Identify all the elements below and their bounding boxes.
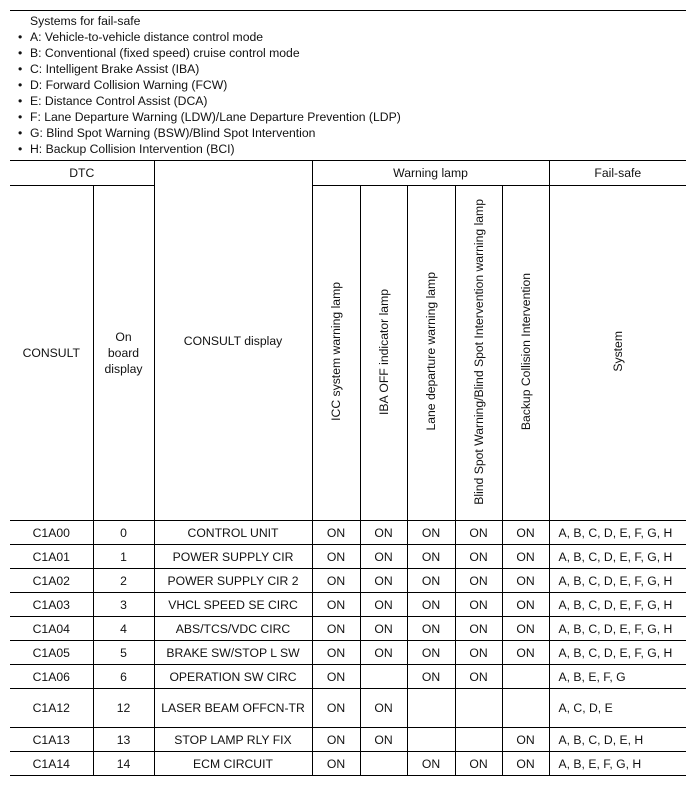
bci-cell: ON <box>502 593 549 617</box>
display-cell: VHCL SPEED SE CIRC <box>154 593 312 617</box>
systems-list-item <box>18 125 686 141</box>
onboard-header-line: board <box>107 346 140 360</box>
lane-cell: ON <box>407 617 455 641</box>
bci-cell: ON <box>502 545 549 569</box>
icc-lamp-header <box>312 186 360 521</box>
display-cell: CONTROL UNIT <box>154 521 312 545</box>
display-cell: OPERATION SW CIRC <box>154 665 312 689</box>
icc-cell: ON <box>312 593 360 617</box>
onboard-header-line: On <box>115 330 132 344</box>
iba-cell: ON <box>360 617 407 641</box>
lane-cell: ON <box>407 593 455 617</box>
bsw-lamp-header-text: Blind Spot Warning/Blind Spot Intervention warning lamp <box>471 198 486 505</box>
systems-list-item <box>18 109 686 125</box>
bsw-cell <box>455 728 502 752</box>
iba-cell <box>360 665 407 689</box>
bci-cell: ON <box>502 569 549 593</box>
display-cell: BRAKE SW/STOP L SW <box>154 641 312 665</box>
table-row <box>10 728 686 752</box>
bullet-icon: • <box>18 62 23 76</box>
display-cell: ECM CIRCUIT <box>154 752 312 776</box>
bci-cell: ON <box>502 521 549 545</box>
display-cell: POWER SUPPLY CIR <box>154 545 312 569</box>
dtc-failsafe-table <box>10 160 686 776</box>
consult-cell: C1A14 <box>10 752 93 776</box>
iba-cell: ON <box>360 545 407 569</box>
onboard-cell: 1 <box>93 545 154 569</box>
lane-lamp-header-text: Lane departure warning lamp <box>424 272 438 431</box>
lane-cell: ON <box>407 752 455 776</box>
consult-cell: C1A00 <box>10 521 93 545</box>
consult-cell: C1A05 <box>10 641 93 665</box>
table-row <box>10 617 686 641</box>
bci-cell: ON <box>502 752 549 776</box>
display-cell: STOP LAMP RLY FIX <box>154 728 312 752</box>
display-cell: LASER BEAM OFFCN-TR <box>154 689 312 728</box>
system-cell: A, B, C, D, E, F, G, H <box>549 569 686 593</box>
document-page <box>10 10 686 776</box>
lane-cell: ON <box>407 641 455 665</box>
system-cell: A, B, C, D, E, F, G, H <box>549 593 686 617</box>
systems-list-item <box>18 61 686 77</box>
systems-list-item-text: F: Lane Departure Warning (LDW)/Lane Departure Prevention (LDP) <box>30 110 401 124</box>
systems-list-item <box>18 93 686 109</box>
bullet-icon: • <box>18 110 23 124</box>
icc-lamp-header-text: ICC system warning lamp <box>329 282 343 421</box>
systems-list <box>18 29 686 157</box>
bci-cell: ON <box>502 641 549 665</box>
table-column-header-row <box>10 186 686 521</box>
system-cell: A, C, D, E <box>549 689 686 728</box>
bullet-icon: • <box>18 126 23 140</box>
systems-list-item-text: C: Intelligent Brake Assist (IBA) <box>30 62 200 76</box>
onboard-cell: 3 <box>93 593 154 617</box>
onboard-cell: 6 <box>93 665 154 689</box>
consult-cell: C1A03 <box>10 593 93 617</box>
table-row <box>10 641 686 665</box>
consult-cell: C1A12 <box>10 689 93 728</box>
bullet-icon: • <box>18 78 23 92</box>
systems-list-item-text: B: Conventional (fixed speed) cruise control mode <box>30 46 300 60</box>
table-row <box>10 569 686 593</box>
bsw-cell: ON <box>455 545 502 569</box>
lane-cell: ON <box>407 665 455 689</box>
iba-lamp-header <box>360 186 407 521</box>
onboard-cell: 13 <box>93 728 154 752</box>
onboard-cell: 2 <box>93 569 154 593</box>
iba-cell: ON <box>360 689 407 728</box>
system-cell: A, B, C, D, E, F, G, H <box>549 617 686 641</box>
bci-lamp-header <box>502 186 549 521</box>
system-cell: A, B, C, D, E, F, G, H <box>549 545 686 569</box>
table-row <box>10 689 686 728</box>
lane-cell <box>407 728 455 752</box>
bullet-icon: • <box>18 94 23 108</box>
lane-cell <box>407 689 455 728</box>
consult-cell: C1A01 <box>10 545 93 569</box>
failsafe-systems-intro <box>10 11 686 160</box>
onboard-cell: 12 <box>93 689 154 728</box>
lane-cell: ON <box>407 569 455 593</box>
systems-list-item-text: G: Blind Spot Warning (BSW)/Blind Spot Intervention <box>30 126 316 140</box>
system-header-text: System <box>610 331 625 372</box>
systems-list-item <box>18 29 686 45</box>
systems-list-item-text: D: Forward Collision Warning (FCW) <box>30 78 228 92</box>
icc-cell: ON <box>312 728 360 752</box>
system-cell: A, B, C, D, E, F, G, H <box>549 641 686 665</box>
bsw-lamp-header <box>455 186 502 521</box>
bci-cell: ON <box>502 728 549 752</box>
system-cell: A, B, E, F, G <box>549 665 686 689</box>
bsw-cell: ON <box>455 569 502 593</box>
iba-cell <box>360 752 407 776</box>
onboard-cell: 14 <box>93 752 154 776</box>
system-cell: A, B, E, F, G, H <box>549 752 686 776</box>
bsw-cell: ON <box>455 641 502 665</box>
icc-cell: ON <box>312 569 360 593</box>
table-row <box>10 665 686 689</box>
iba-cell: ON <box>360 569 407 593</box>
icc-cell: ON <box>312 545 360 569</box>
display-cell: ABS/TCS/VDC CIRC <box>154 617 312 641</box>
iba-cell: ON <box>360 728 407 752</box>
bci-cell: ON <box>502 617 549 641</box>
iba-lamp-header-text: IBA OFF indicator lamp <box>376 288 391 415</box>
bullet-icon: • <box>18 30 23 44</box>
consult-cell: C1A02 <box>10 569 93 593</box>
onboard-cell: 5 <box>93 641 154 665</box>
systems-list-item <box>18 77 686 93</box>
consult-display-header: CONSULT display <box>154 161 312 521</box>
systems-list-item <box>18 45 686 61</box>
consult-cell: C1A04 <box>10 617 93 641</box>
system-cell: A, B, C, D, E, F, G, H <box>549 521 686 545</box>
icc-cell: ON <box>312 641 360 665</box>
bci-lamp-header-text: Backup Collision Intervention <box>518 272 533 431</box>
consult-cell: C1A13 <box>10 728 93 752</box>
iba-cell: ON <box>360 641 407 665</box>
bci-cell <box>502 665 549 689</box>
iba-cell: ON <box>360 521 407 545</box>
icc-cell: ON <box>312 665 360 689</box>
iba-cell: ON <box>360 593 407 617</box>
consult-header: CONSULT <box>10 186 93 521</box>
bsw-cell: ON <box>455 521 502 545</box>
table-row <box>10 521 686 545</box>
table-row <box>10 752 686 776</box>
bullet-icon: • <box>18 46 23 60</box>
display-cell: POWER SUPPLY CIR 2 <box>154 569 312 593</box>
icc-cell: ON <box>312 521 360 545</box>
lane-lamp-header <box>407 186 455 521</box>
bsw-cell: ON <box>455 617 502 641</box>
bsw-cell <box>455 689 502 728</box>
systems-list-item-text: A: Vehicle-to-vehicle distance control mode <box>30 30 264 44</box>
icc-cell: ON <box>312 689 360 728</box>
bullet-icon: • <box>18 142 23 156</box>
bci-cell <box>502 689 549 728</box>
table-row <box>10 593 686 617</box>
icc-cell: ON <box>312 752 360 776</box>
icc-cell: ON <box>312 617 360 641</box>
bsw-cell: ON <box>455 665 502 689</box>
onboard-header-line: display <box>104 362 143 376</box>
consult-cell: C1A06 <box>10 665 93 689</box>
table-group-header-row <box>10 161 686 186</box>
failsafe-group-header: Fail-safe <box>549 161 686 186</box>
systems-list-item <box>18 141 686 157</box>
onboard-cell: 0 <box>93 521 154 545</box>
dtc-group-header: DTC <box>10 161 154 186</box>
warning-lamp-group-header: Warning lamp <box>312 161 549 186</box>
onboard-display-header <box>93 186 154 521</box>
onboard-cell: 4 <box>93 617 154 641</box>
lane-cell: ON <box>407 545 455 569</box>
bsw-cell: ON <box>455 593 502 617</box>
table-row <box>10 545 686 569</box>
bsw-cell: ON <box>455 752 502 776</box>
systems-list-item-text: E: Distance Control Assist (DCA) <box>30 94 208 108</box>
system-cell: A, B, C, D, E, H <box>549 728 686 752</box>
systems-list-item-text: H: Backup Collision Intervention (BCI) <box>30 142 235 156</box>
lane-cell: ON <box>407 521 455 545</box>
intro-title: Systems for fail-safe <box>30 14 141 28</box>
system-header <box>549 186 686 521</box>
